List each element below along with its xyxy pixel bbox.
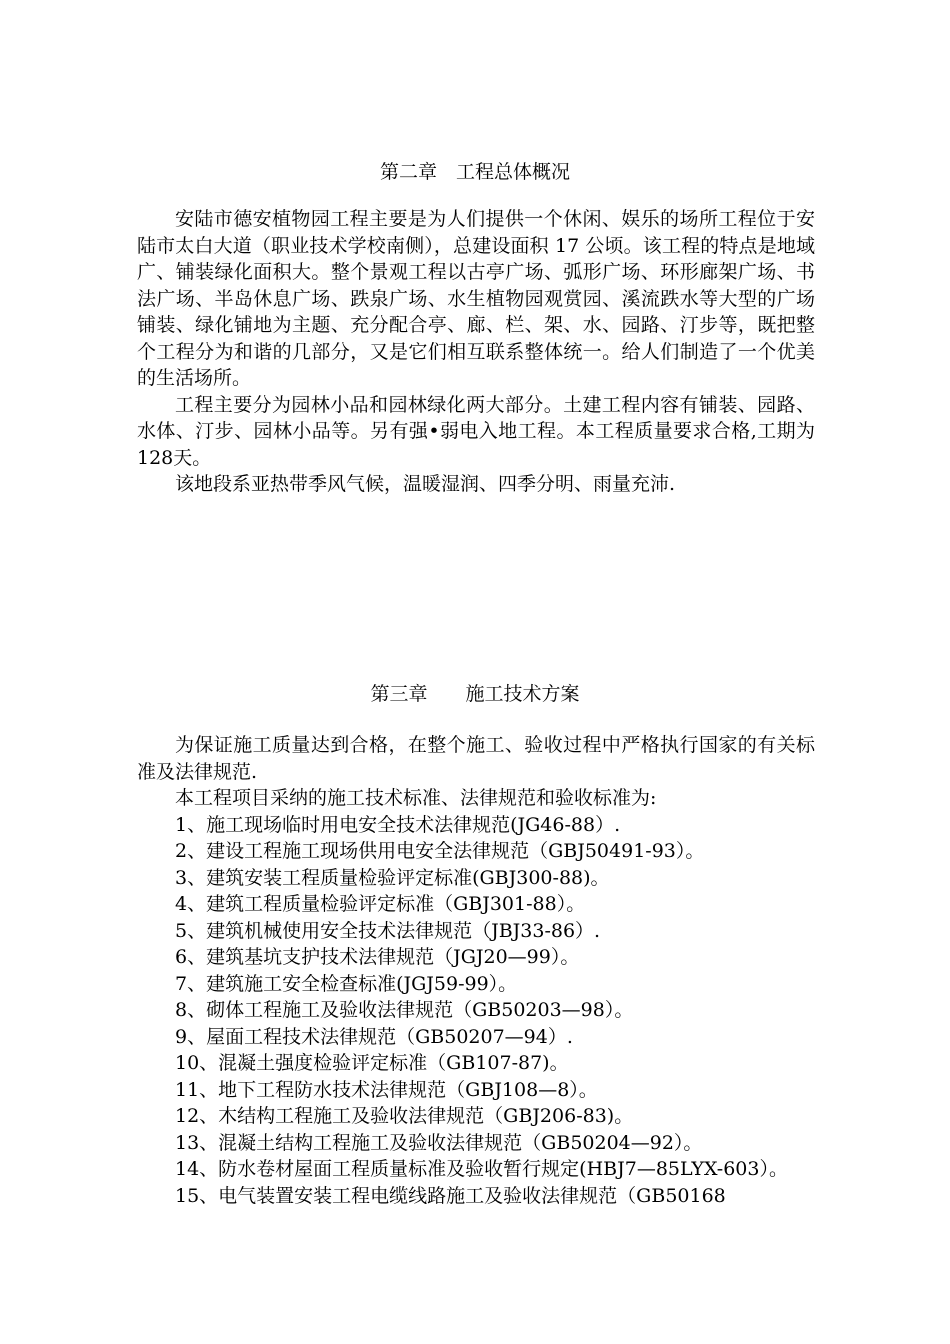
chapter-3-paragraph: 本工程项目采纳的施工技术标准、法律规范和验收标准为: bbox=[175, 787, 657, 809]
standards-list-item: 13、混凝土结构工程施工及验收法律规范（GB50204—92）。 bbox=[175, 1131, 703, 1154]
standards-list-item: 14、防水卷材屋面工程质量标准及验收暂行规定(HBJ7—85LYX-603）。 bbox=[175, 1158, 788, 1180]
standards-list-item: 4、建筑工程质量检验评定标准（GBJ301-88）。 bbox=[175, 893, 586, 915]
standards-list-item: 6、建筑基坑支护技术法律规范（JGJ20—99）。 bbox=[175, 946, 580, 968]
chapter-2-heading: 第二章 工程总体概况 bbox=[379, 161, 570, 183]
standards-list bbox=[137, 812, 815, 1210]
standards-list-item: 15、电气装置安装工程电缆线路施工及验收法律规范（GB50168 bbox=[175, 1184, 726, 1207]
chapter-3-heading: 第三章 施工技术方案 bbox=[370, 683, 580, 705]
standards-list-item: 1、施工现场临时用电安全技术法律规范(JG46-88）. bbox=[175, 813, 621, 836]
standards-list-item: 11、地下工程防水技术法律规范（GBJ108—8）。 bbox=[175, 1078, 598, 1101]
standards-list-item: 7、建筑施工安全检查标准(JGJ59-99）。 bbox=[175, 972, 518, 995]
standards-list-item: 12、木结构工程施工及验收法律规范（GBJ206-83)。 bbox=[175, 1105, 634, 1127]
standards-list-item: 3、建筑安装工程质量检验评定标准(GBJ300-88)。 bbox=[175, 866, 610, 889]
standards-list-item: 2、建设工程施工现场供用电安全法律规范（GBJ50491-93）。 bbox=[175, 840, 705, 862]
chapter-2-paragraph: 工程主要分为园林小品和园林绿化两大部分。土建工程内容有铺装、园路、水体、汀步、园林小品等。另有强•弱电入地工程。本工程质量要求合格,工期为128天。 bbox=[137, 393, 815, 469]
chapter-2-paragraph: 安陆市德安植物园工程主要是为人们提供一个休闲、娱乐的场所工程位于安陆市太白大道（职业技术学校南侧），总建设面积 17 公顷。该工程的特点是地域广、铺装绿化面积大。整个景观工程以古亭广场、弧形广场、环形廊架广场、书法广场、半岛休息广场、跌泉广场、水生植物园观赏园、溪流跌水等大型的广场铺装、绿化铺地为主题、充分配合亭、廊、栏、架、水、园路、汀步等，既把整个工程分为和谐的几部分，又是它们相互联系整体统一。给人们制造了一个优美的生活场所。 bbox=[137, 208, 815, 389]
chapter-3-paragraph: 为保证施工质量达到合格，在整个施工、验收过程中严格执行国家的有关标准及法律规范. bbox=[137, 734, 815, 783]
standards-list-item: 9、屋面工程技术法律规范（GB50207—94）. bbox=[175, 1025, 573, 1048]
chapter-2-body bbox=[137, 206, 815, 498]
standards-list-item: 10、混凝土强度检验评定标准（GB107-87)。 bbox=[175, 1052, 569, 1074]
standards-list-item: 8、砌体工程施工及验收法律规范（GB50203—98）。 bbox=[175, 999, 634, 1021]
standards-list-item: 5、建筑机械使用安全技术法律规范（JBJ33-86）. bbox=[175, 919, 601, 942]
chapter-3-body bbox=[137, 732, 815, 1209]
chapter-2-paragraph: 该地段系亚热带季风气候，温暖湿润、四季分明、雨量充沛. bbox=[175, 473, 676, 495]
